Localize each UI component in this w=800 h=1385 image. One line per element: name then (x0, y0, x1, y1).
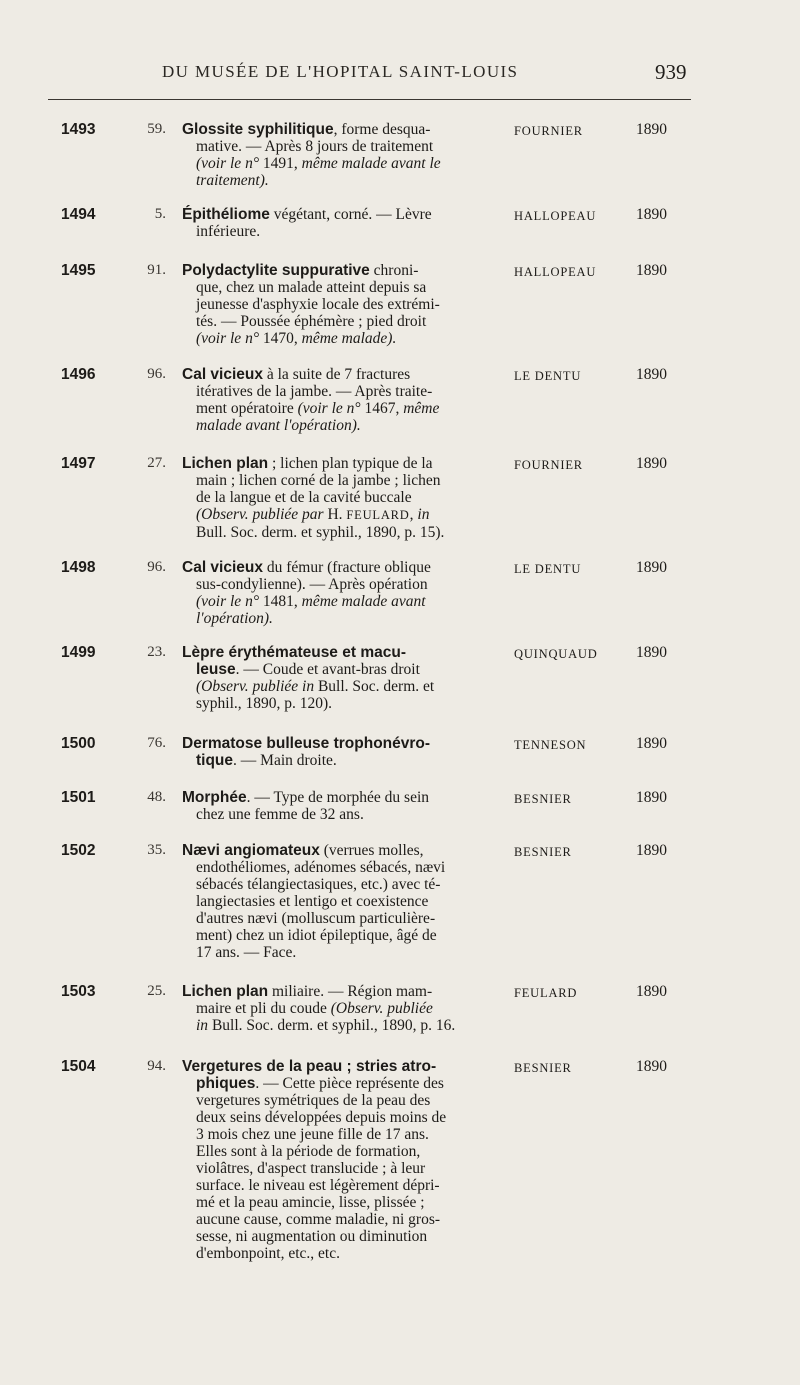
entry-term: Épithéliome (182, 206, 270, 223)
entry-year: 1890 (636, 206, 667, 223)
entry-description: Cal vicieux à la suite de 7 fractures itératives de la jambe. — Après traite- ment opératoire (voir le n° 1467, même malade avant l'opération). (182, 366, 440, 434)
entry-term: Dermatose bulleuse trophonévro- (182, 735, 431, 752)
entry-description: Polydactylite suppurative chroni- que, chez un malade atteint depuis sa jeunesse d'asphyxie locale des extrémi- tés. — Poussée éphémère ; pied droit (voir le n° 1470, même malade). (182, 262, 440, 347)
entry-number: 1494 (61, 206, 96, 223)
entry-author: BESNIER (514, 792, 572, 806)
entry-subnumber: 91. (147, 262, 166, 278)
entry-year: 1890 (636, 455, 667, 472)
entry-term: Morphée (182, 789, 247, 806)
entry-number: 1497 (61, 455, 96, 472)
entry-subnumber: 48. (147, 789, 166, 805)
entry-description: Lichen plan ; lichen plan typique de la main ; lichen corné de la jambe ; lichen de la langue et de la cavité buccale (Observ. publiée par H. FEULARD, in Bull. Soc. derm. et syphil., 1890, p. 15). (182, 455, 445, 541)
entry-term: Cal vicieux (182, 559, 263, 576)
entry-number: 1502 (61, 842, 96, 859)
header-rule (48, 99, 691, 100)
entry-number: 1498 (61, 559, 96, 576)
entry-number: 1504 (61, 1058, 96, 1075)
entry-number: 1500 (61, 735, 96, 752)
entry-term: Glossite syphilitique (182, 121, 334, 138)
entry-author: HALLOPEAU (514, 265, 597, 279)
entry-number: 1493 (61, 121, 96, 138)
entry-description: Morphée. — Type de morphée du sein chez une femme de 32 ans. (182, 789, 430, 823)
entry-term: Lichen plan (182, 455, 269, 472)
entry-subnumber: 59. (147, 121, 166, 137)
entry-description: Nævi angiomateux (verrues molles, endothéliomes, adénomes sébacés, nævi sébacés télangiectasiques, etc.) avec té- langiectasies et lentigo et coexistence d'autres nævi (molluscum particulière- ment) chez un idiot épileptique, âgé de 17 ans. — Face. (182, 842, 446, 961)
entry-term: Lèpre érythémateuse et macu- (182, 644, 406, 661)
entry-description: Cal vicieux du fémur (fracture oblique sus-condylienne). — Après opération (voir le n° 1481, même malade avant l'opération). (182, 559, 431, 627)
entry-author: FEULARD (514, 986, 578, 1000)
entry-number: 1501 (61, 789, 96, 806)
entry-subnumber: 27. (147, 455, 166, 471)
entry-description: Lichen plan miliaire. — Région mam- maire et pli du coude (Observ. publiée in Bull. Soc. derm. et syphil., 1890, p. 16. (182, 983, 456, 1034)
entry-description: Glossite syphilitique, forme desqua- mative. — Après 8 jours de traitement (voir le n° 1491, même malade avant le traitement). (182, 121, 441, 189)
entry-author: LE DENTU (514, 369, 582, 383)
entry-subnumber: 25. (147, 983, 166, 999)
entry-subnumber: 35. (147, 842, 166, 858)
entry-subnumber: 96. (147, 366, 166, 382)
entry-author: QUINQUAUD (514, 647, 598, 661)
entry-number: 1499 (61, 644, 96, 661)
entry-subnumber: 76. (147, 735, 166, 751)
entry-subnumber: 94. (147, 1058, 166, 1074)
entry-year: 1890 (636, 1058, 667, 1075)
entry-term: Nævi angiomateux (182, 842, 320, 859)
running-title: DU MUSÉE DE L'HOPITAL SAINT-LOUIS (162, 62, 519, 81)
entry-year: 1890 (636, 644, 667, 661)
entry-term: Vergetures de la peau ; stries atro- (182, 1058, 437, 1075)
entry-description: Lèpre érythémateuse et macu- leuse. — Coude et avant-bras droit (Observ. publiée in Bull. Soc. derm. et syphil., 1890, p. 120). (182, 644, 435, 712)
entry-term: Lichen plan (182, 983, 269, 1000)
entry-term: Polydactylite suppurative (182, 262, 370, 279)
entry-year: 1890 (636, 842, 667, 859)
running-head (0, 60, 800, 86)
entry-author: HALLOPEAU (514, 209, 597, 223)
entry-description: Dermatose bulleuse trophonévro- tique. — Main droite. (182, 735, 431, 769)
entry-author: BESNIER (514, 845, 572, 859)
entry-year: 1890 (636, 559, 667, 576)
entry-author: TENNESON (514, 738, 587, 752)
entry-description: Vergetures de la peau ; stries atro- phiques. — Cette pièce représente des vergetures symétriques de la peau des deux seins développées depuis moins de 3 mois chez une jeune fille de 17 ans. Elles sont à la période de formation, violâtres, d'aspect translucide ; à leur surface. le niveau est légèrement dépri- mé et la peau amincie, lisse, plissée ; aucune cause, comme maladie, ni gros- sesse, ni augmentation ou diminution d'embonpoint, etc., etc. (182, 1058, 447, 1262)
entry-year: 1890 (636, 262, 667, 279)
entry-number: 1495 (61, 262, 96, 279)
entry-subnumber: 23. (147, 644, 166, 660)
entry-author: LE DENTU (514, 562, 582, 576)
entry-term: Cal vicieux (182, 366, 263, 383)
entry-number: 1503 (61, 983, 96, 1000)
entry-year: 1890 (636, 789, 667, 806)
entry-year: 1890 (636, 121, 667, 138)
entry-description: Épithéliome végétant, corné. — Lèvre inférieure. (182, 206, 432, 240)
entry-year: 1890 (636, 735, 667, 752)
entry-year: 1890 (636, 983, 667, 1000)
entry-subnumber: 96. (147, 559, 166, 575)
entry-number: 1496 (61, 366, 96, 383)
entry-author: FOURNIER (514, 124, 583, 138)
entry-author: BESNIER (514, 1061, 572, 1075)
page-number: 939 (655, 60, 687, 84)
entry-subnumber: 5. (154, 206, 166, 222)
entry-year: 1890 (636, 366, 667, 383)
entry-author: FOURNIER (514, 458, 583, 472)
